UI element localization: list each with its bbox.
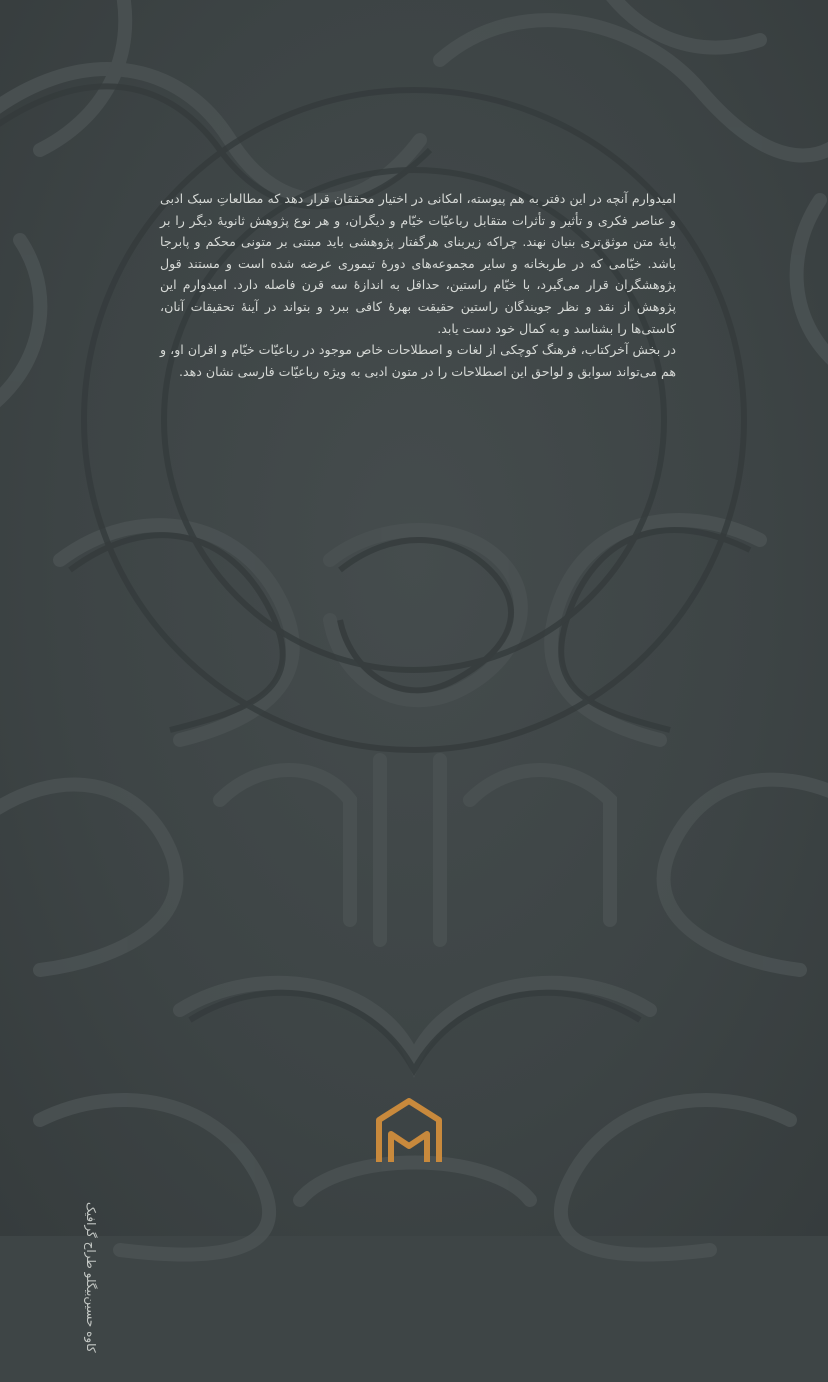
- blurb-paragraph: امیدوارم آنچه در این دفتر به هم پیوسته، امکانی در اختیار محققان قرار دهد که مطالعاتِ سبک ادبی و عناصر فکری و تأثیر و تأثرات متقابل رباعیّات خیّام و دیگران، و هر نوع پژوهش ثانویهٔ دیگر را بر پایهٔ متن موثق‌تری بنیان نهند. چراکه زیربنای هرگفتار پژوهشی باید مبتنی بر متونی محکم و پابرجا باشد. خیّامی که در طربخانه و سایر مجموعه‌های دورهٔ تیموری عرضه شده است و مستند قول پژوهشگران قرار می‌گیرد، با خیّام راستین، حداقل به اندازهٔ سه قرن فاصله دارد. امیدوارم این پژوهش از نقد و نظر جویندگان راستین حقیقت بهرهٔ کافی ببرد و بتواند در آینهٔ تحقیقات آنان، کاستی‌ها را بشناسد و به کمال خود دست یابد.: [160, 191, 676, 336]
- back-cover-blurb: [160, 188, 676, 382]
- blurb-paragraph: در بخش آخرکتاب، فرهنگ کوچکی از لغات و اصطلاحات خاص موجود در رباعیّات خیّام و اقران او، و هم می‌تواند سوابق و لواحق این اصطلاحات را در متون ادبی به ویژه رباعیّات فارسی نشان دهد.: [160, 342, 676, 379]
- designer-credit: کاوه حسین‌بیگلو طراح گرافیک: [84, 1202, 98, 1353]
- publisher-logo-icon: [374, 1096, 444, 1162]
